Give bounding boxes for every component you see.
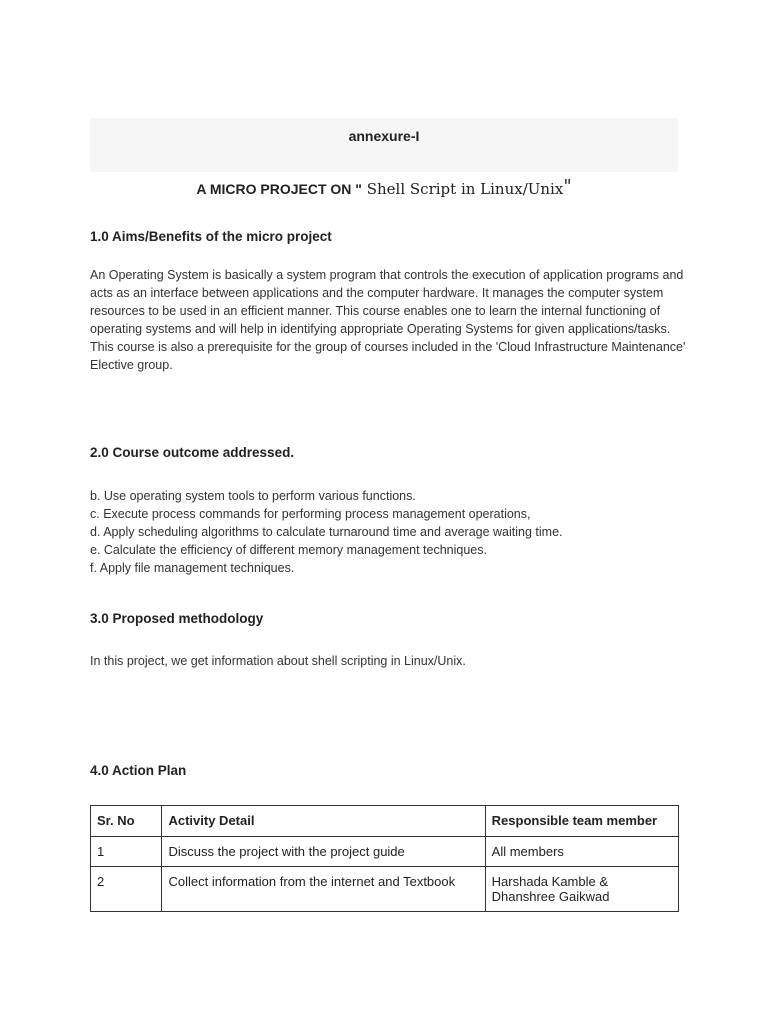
column-header: Sr. No [91, 806, 162, 837]
column-header: Responsible team member [485, 806, 678, 837]
section-heading-aims: 1.0 Aims/Benefits of the micro project [90, 229, 332, 244]
annexure-label: annexure-I [348, 128, 420, 144]
table-cell: 1 [91, 837, 162, 867]
outcomes-list [90, 487, 690, 577]
table-cell: Harshada Kamble & Dhanshree Gaikwad [485, 867, 678, 912]
title-prefix: A MICRO PROJECT ON " [196, 181, 362, 197]
title-topic: Shell Script in Linux/Unix [361, 180, 564, 198]
document-title [0, 176, 768, 198]
list-item: c. Execute process commands for performing process management operations, [90, 507, 531, 521]
table-header-row [91, 806, 679, 837]
action-plan-table [90, 805, 679, 912]
table-row [91, 867, 679, 912]
column-header: Activity Detail [162, 806, 485, 837]
section-heading-action-plan: 4.0 Action Plan [90, 763, 187, 778]
list-item: d. Apply scheduling algorithms to calculate turnaround time and average waiting time. [90, 525, 563, 539]
title-suffix: " [563, 176, 572, 197]
section-body-methodology: In this project, we get information about shell scripting in Linux/Unix. [90, 654, 466, 668]
section-body-aims: An Operating System is basically a system program that controls the execution of application programs and acts as an interface between applications and the computer hardware. It manages the computer system resources to be used in an efficient manner. This course enables one to learn the internal functioning of operating systems and will help in identifying appropriate Operating Systems for given applications/tasks. This course is also a prerequisite for the group of courses included in the 'Cloud Infrastructure Maintenance' Elective group. [90, 268, 686, 372]
table-cell: 2 [91, 867, 162, 912]
table-cell: Collect information from the internet and Textbook [162, 867, 485, 912]
table-cell: All members [485, 837, 678, 867]
section-heading-outcomes: 2.0 Course outcome addressed. [90, 445, 295, 460]
table-cell: Discuss the project with the project guide [162, 837, 485, 867]
list-item: e. Calculate the efficiency of different memory management techniques. [90, 543, 487, 557]
header-band [90, 118, 678, 172]
table-row [91, 837, 679, 867]
list-item: f. Apply file management techniques. [90, 561, 295, 575]
list-item: b. Use operating system tools to perform various functions. [90, 489, 416, 503]
section-heading-methodology: 3.0 Proposed methodology [90, 611, 264, 626]
